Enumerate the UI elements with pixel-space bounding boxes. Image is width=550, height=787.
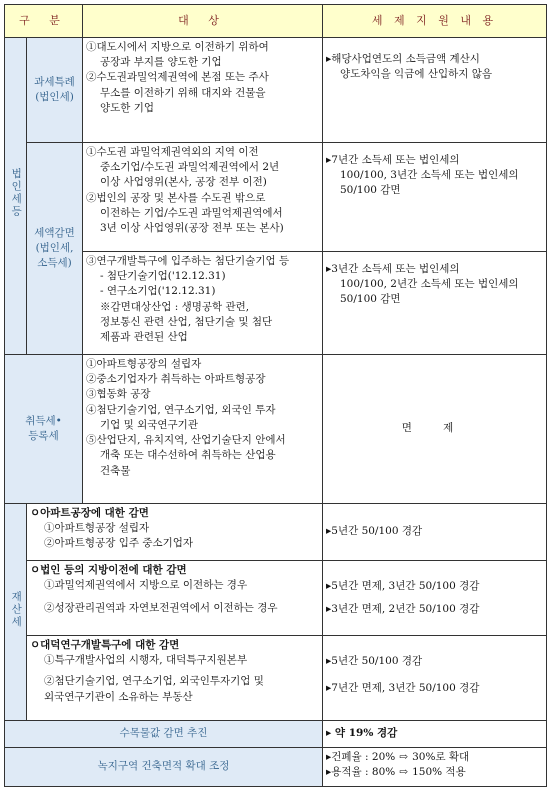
prop-group-label: 재산세 xyxy=(5,504,27,721)
corp-reduction-label: 세액감면 (법인세, 소득세) xyxy=(27,143,83,355)
header-target: 대 상 xyxy=(83,5,323,38)
header-category: 구 분 xyxy=(5,5,83,38)
prop-apt-target: ㅇ아파트공장에 대한 감면 ①아파트형공장 설립자 ②아파트형공장 입주 중소기업자 xyxy=(27,504,323,561)
corp-special-row xyxy=(5,38,547,143)
green-row xyxy=(5,748,547,787)
corp-special-benefit: ▸해당사업연도의 소득금액 계산시 양도차익을 익금에 산입하지 않음 xyxy=(323,38,547,143)
corp-reduction-row-a xyxy=(5,143,547,252)
corp-group-label: 법인세등 xyxy=(5,38,27,355)
tree-benefit: ▸ 약 19% 경감 xyxy=(323,721,547,748)
prop-apt-benefit: ▸5년간 50/100 경감 xyxy=(323,504,547,561)
acq-label: 취득세• 등록세 xyxy=(5,355,83,504)
prop-daedeok-benefit: ▸5년간 50/100 경감 ▸7년간 면제, 3년간 50/100 경감 xyxy=(323,636,547,721)
corp-reduction-benefit-b: ▸3년간 소득세 또는 법인세의 100/100, 2년간 소득세 또는 법인세의 50/100 감면 xyxy=(323,252,547,355)
header-benefit: 세 제 지 원 내 용 xyxy=(323,5,547,38)
prop-daedeok-target: ㅇ대덕연구개발특구에 대한 감면 ①특구개발사업의 시행자, 대덕특구지원본부 ②첨단기술기업, 연구소기업, 외국인투자기업 및 외국연구기관이 소유하는 부동산 xyxy=(27,636,323,721)
acq-target: ①아파트형공장의 설립자 ②중소기업자가 취득하는 아파트형공장 ③협동화 공장 ④첨단기술기업, 연구소기업, 외국인 투자 기업 및 외국연구기관 ⑤산업단지, 유치지역, 산업기술단지 안에서 개축 또는 대수선하여 취득하는 산업용 건축물 xyxy=(83,355,323,504)
prop-relocation-target: ㅇ법인 등의 지방이전에 대한 감면 ①과밀억제권역에서 지방으로 이전하는 경우 ②성장관리권역과 자연보전권역에서 이전하는 경우 xyxy=(27,561,323,636)
tax-support-table xyxy=(4,4,547,787)
prop-apt-row xyxy=(5,504,547,561)
prop-daedeok-row xyxy=(5,636,547,721)
green-label: 녹지구역 건축면적 확대 조정 xyxy=(5,748,323,787)
corp-reduction-benefit-a: ▸7년간 소득세 또는 법인세의 100/100, 3년간 소득세 또는 법인세의 50/100 감면 xyxy=(323,143,547,252)
prop-relocation-benefit: ▸5년간 면제, 3년간 50/100 경감 ▸3년간 면제, 2년간 50/100 경감 xyxy=(323,561,547,636)
acq-benefit: 면 제 xyxy=(323,355,547,504)
prop-relocation-row xyxy=(5,561,547,636)
arrow-right-icon: ⇨ xyxy=(399,751,409,763)
corp-reduction-row-b xyxy=(5,252,547,355)
header-row xyxy=(5,5,547,38)
corp-special-label: 과세특례 (법인세) xyxy=(27,38,83,143)
corp-reduction-target-b: ③연구개발특구에 입주하는 첨단기술기업 등 - 첨단기술기업('12.12.31) - 연구소기업('12.12.31) ※감면대상산업 : 생명공학 관련, 정보통신 관련 산업, 첨단기술 및 첨단 제품과 관련된 산업 xyxy=(83,252,323,355)
tree-row xyxy=(5,721,547,748)
corp-special-target: ①대도시에서 지방으로 이전하기 위하여 공장과 부지를 양도한 기업 ②수도권과밀억제권역에 본점 또는 주사 무소를 이전하기 위해 대지와 건물을 양도한 기업 xyxy=(83,38,323,143)
arrow-right-icon: ⇨ xyxy=(399,766,409,779)
corp-reduction-target-a: ①수도권 과밀억제권역외의 지역 이전 중소기업/수도권 과밀억제권역에서 2년 이상 사업영위(본사, 공장 전부 이전) ②법인의 공장 및 본사를 수도권 밖으로 이전하는 기업/수도권 과밀억제권역에서 3년 이상 사업영위(공장 전부 또는 본사) xyxy=(83,143,323,252)
green-benefit: ▸건폐율 : 20% ⇨ 30%로 확대 ▸용적율 : 80% ⇨ 150% 적용 xyxy=(323,748,547,787)
acq-row xyxy=(5,355,547,504)
tree-label: 수목물값 감면 추진 xyxy=(5,721,323,748)
